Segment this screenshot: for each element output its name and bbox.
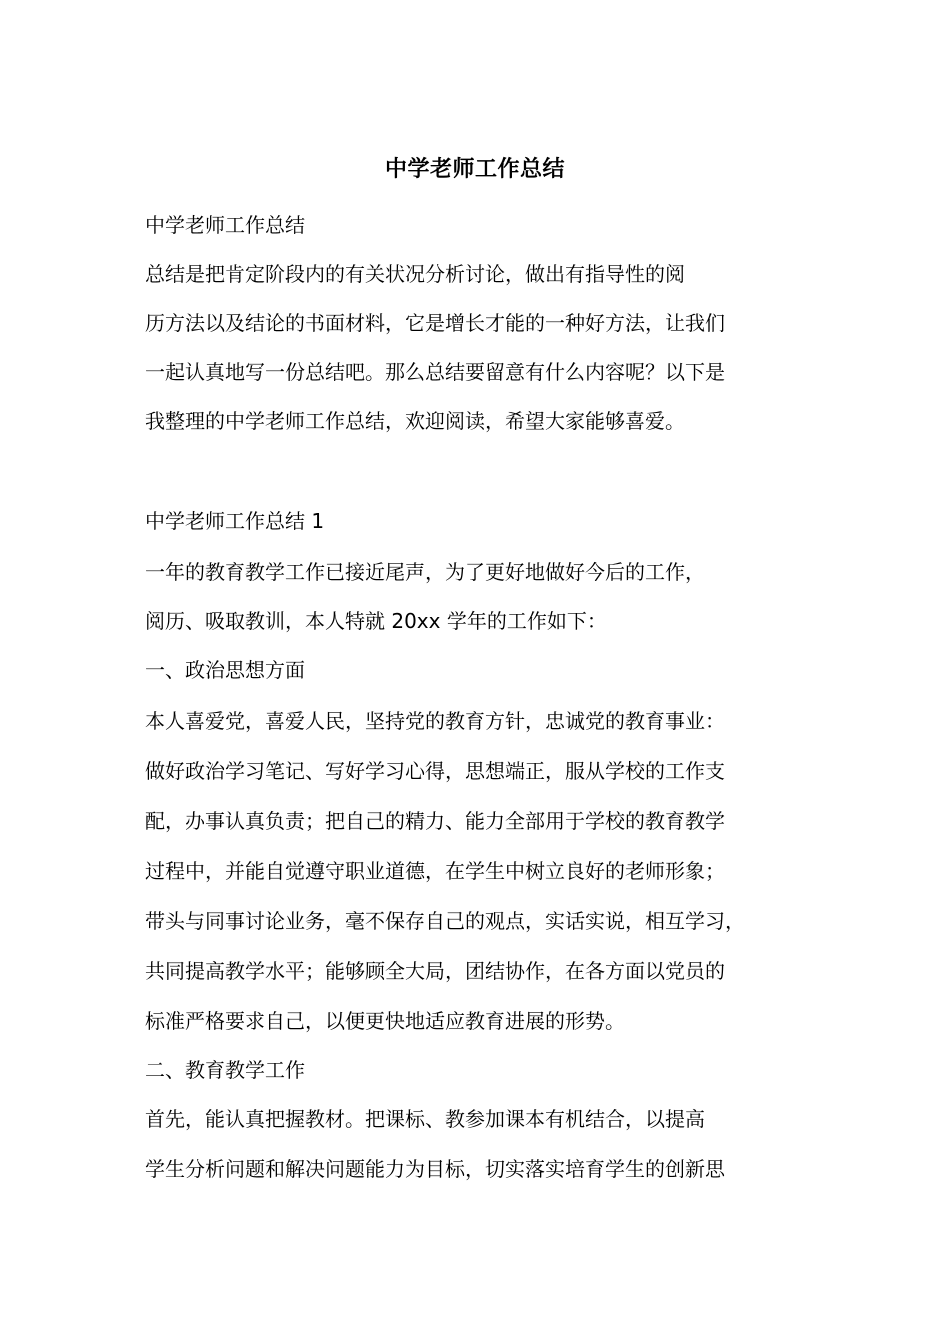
- paragraph-line: 本人喜爱党，喜爱人民，坚持党的教育方针，忠诚党的教育事业：: [145, 709, 725, 733]
- paragraph-line: 一起认真地写一份总结吧。那么总结要留意有什么内容呢？以下是: [145, 360, 725, 384]
- paragraph-line: 历方法以及结论的书面材料，它是增长才能的一种好方法，让我们: [145, 311, 725, 335]
- paragraph-line: 首先，能认真把握教材。把课标、教参加课本有机结合，以提高: [145, 1107, 705, 1131]
- section-heading: 二、教育教学工作: [145, 1058, 305, 1082]
- subtitle-line: 中学老师工作总结: [145, 213, 305, 237]
- paragraph-line: 我整理的中学老师工作总结，欢迎阅读，希望大家能够喜爱。: [145, 409, 685, 433]
- paragraph-line: 一年的教育教学工作已接近尾声，为了更好地做好今后的工作，: [145, 560, 705, 584]
- document-title: 中学老师工作总结: [384, 157, 565, 182]
- paragraph-line: 共同提高教学水平；能够顾全大局，团结协作，在各方面以党员的: [145, 959, 725, 983]
- paragraph-line: 做好政治学习笔记、写好学习心得，思想端正，服从学校的工作支: [145, 759, 725, 783]
- paragraph-line: 过程中，并能自觉遵守职业道德，在学生中树立良好的老师形象；: [145, 859, 725, 883]
- paragraph-line: 学生分析问题和解决问题能力为目标，切实落实培育学生的创新思: [145, 1157, 725, 1181]
- paragraph-line: 带头与同事讨论业务，毫不保存自己的观点，实话实说，相互学习，: [145, 909, 745, 933]
- paragraph-line: 总结是把肯定阶段内的有关状况分析讨论，做出有指导性的阅: [145, 262, 685, 286]
- paragraph-line: 配，办事认真负责；把自己的精力、能力全部用于学校的教育教学: [145, 809, 725, 833]
- section-heading: 中学老师工作总结 1: [145, 509, 325, 533]
- paragraph-line: 阅历、吸取教训，本人特就 20xx 学年的工作如下：: [145, 609, 607, 633]
- paragraph-line: 标准严格要求自己，以便更快地适应教育进展的形势。: [145, 1009, 625, 1033]
- section-heading: 一、政治思想方面: [145, 658, 305, 682]
